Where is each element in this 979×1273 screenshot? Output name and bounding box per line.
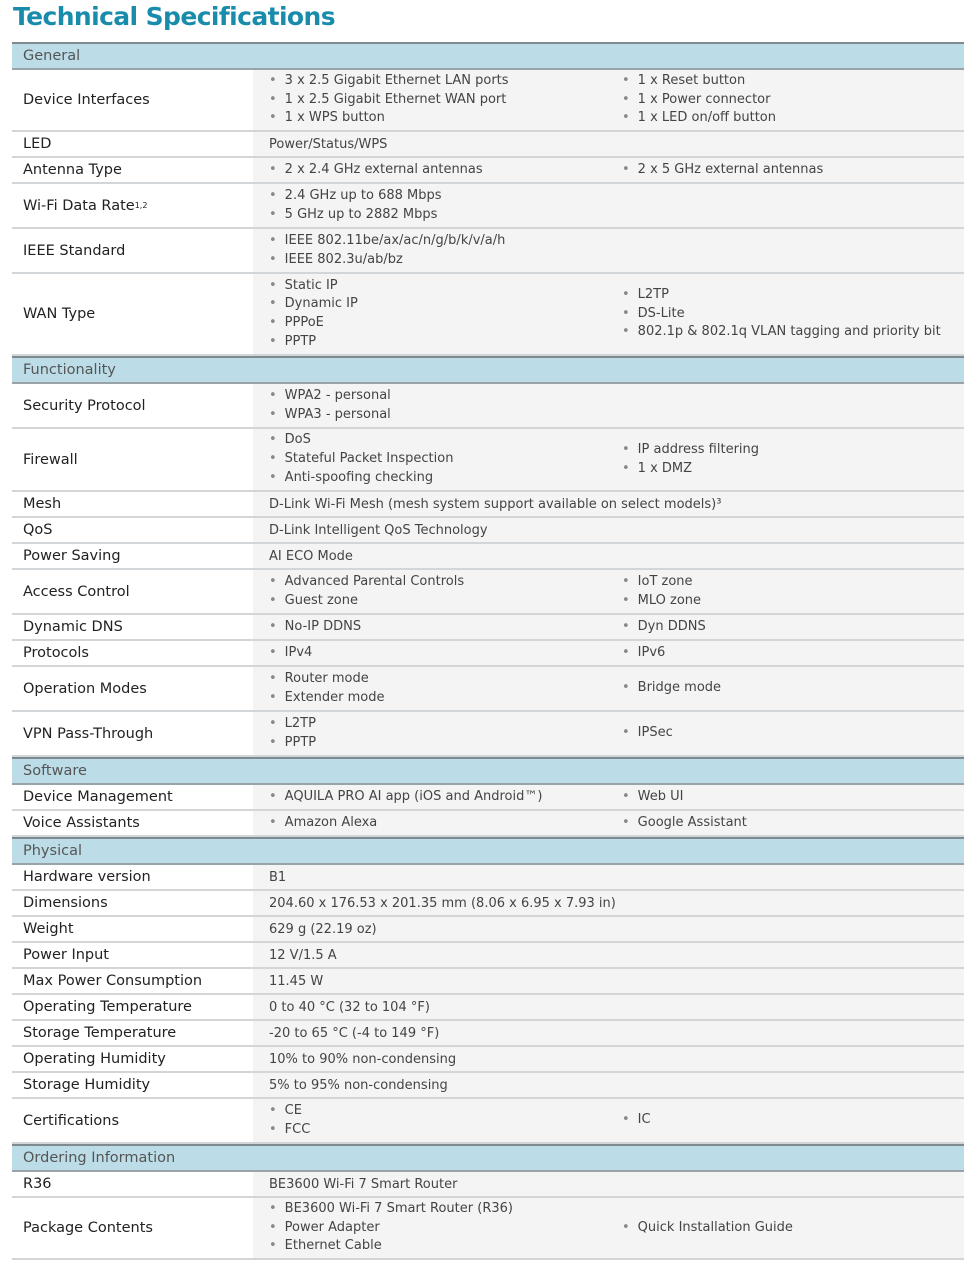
spec-label-text: Device Interfaces [23, 92, 150, 108]
spec-value-column [606, 811, 964, 835]
spec-list-item: • DoS [269, 431, 606, 450]
spec-label [12, 384, 253, 427]
spec-value-column [253, 570, 606, 613]
spec-value-text: B1 [269, 869, 287, 885]
spec-label [12, 995, 253, 1019]
section-header [12, 42, 964, 70]
spec-value-column [606, 429, 964, 490]
spec-label [12, 70, 253, 130]
spec-list-item: • 1 x Reset button [622, 72, 964, 91]
spec-label [12, 132, 253, 156]
spec-label-text: LED [23, 136, 52, 152]
spec-list-item: • 1 x 2.5 Gigabit Ethernet WAN port [269, 91, 606, 110]
spec-label [12, 811, 253, 835]
spec-value [253, 132, 964, 156]
spec-row [12, 943, 964, 969]
page-title: Technical Specifications [13, 2, 335, 31]
spec-value [253, 274, 964, 354]
spec-label-text: Storage Temperature [23, 1025, 177, 1041]
spec-list-item: • PPTP [269, 333, 606, 352]
section-title: Physical [23, 843, 82, 859]
spec-value [253, 811, 964, 835]
spec-row [12, 995, 964, 1021]
spec-label-text: Hardware version [23, 869, 151, 885]
spec-row [12, 70, 964, 132]
spec-value [253, 184, 964, 227]
spec-value [253, 995, 964, 1019]
spec-row [12, 158, 964, 184]
spec-list-item: • L2TP [622, 286, 964, 305]
spec-list-item: • Quick Installation Guide [622, 1219, 964, 1238]
spec-list-item: • 3 x 2.5 Gigabit Ethernet LAN ports [269, 72, 606, 91]
spec-value [253, 384, 964, 427]
spec-row [12, 865, 964, 891]
spec-value-column [606, 1198, 964, 1258]
spec-value-column [606, 785, 964, 809]
spec-value-column [606, 667, 964, 710]
spec-label [12, 518, 253, 542]
spec-label-text: Package Contents [23, 1220, 153, 1236]
spec-value-column [253, 641, 606, 665]
section-title: Functionality [23, 362, 116, 378]
spec-row [12, 891, 964, 917]
spec-list-item: • 1 x LED on/off button [622, 109, 964, 128]
spec-list-item: • FCC [269, 1121, 606, 1140]
spec-value-text: BE3600 Wi-Fi 7 Smart Router [269, 1176, 458, 1192]
spec-row [12, 544, 964, 570]
spec-label-text: IEEE Standard [23, 242, 126, 259]
spec-label-text: Operating Temperature [23, 999, 192, 1015]
spec-label [12, 492, 253, 516]
spec-list-item: • 5 GHz up to 2882 Mbps [269, 206, 606, 225]
spec-label-text: WAN Type [23, 306, 96, 322]
spec-label [12, 158, 253, 182]
spec-value [253, 667, 964, 710]
spec-label-text: Power Input [23, 947, 109, 963]
spec-list-item: • Dyn DDNS [622, 618, 964, 637]
section-header [12, 356, 964, 384]
spec-label [12, 1073, 253, 1097]
spec-row [12, 1021, 964, 1047]
spec-label-text: Weight [23, 921, 74, 937]
spec-value-column [253, 1198, 606, 1258]
spec-label [12, 1172, 253, 1196]
spec-value [253, 518, 964, 542]
section-header [12, 1144, 964, 1172]
spec-label [12, 943, 253, 967]
spec-value [253, 229, 964, 272]
spec-label-text: Firewall [23, 451, 78, 468]
spec-value-text: 10% to 90% non-condensing [269, 1051, 457, 1067]
spec-value-column [606, 229, 964, 272]
spec-value [253, 70, 964, 130]
spec-label [12, 429, 253, 490]
spec-label [12, 865, 253, 889]
spec-label-text: Max Power Consumption [23, 973, 203, 989]
section-title: General [23, 48, 81, 64]
spec-list-item: • IP address filtering [622, 441, 964, 460]
spec-value-column [606, 158, 964, 182]
spec-list-item: • WPA2 - personal [269, 387, 606, 406]
spec-value-column [253, 158, 606, 182]
spec-label [12, 891, 253, 915]
spec-label: Wi-Fi Data Rate 1,2 [12, 184, 253, 227]
spec-row [12, 384, 964, 429]
spec-row [12, 184, 964, 229]
section-title: Software [23, 763, 87, 779]
spec-row [12, 492, 964, 518]
spec-value-column [253, 785, 606, 809]
spec-value-text: AI ECO Mode [269, 548, 353, 564]
spec-value [253, 492, 964, 516]
spec-value [253, 570, 964, 613]
spec-list-item: • 1 x DMZ [622, 460, 964, 479]
spec-value-column [606, 712, 964, 755]
spec-list-item: • Router mode [269, 670, 606, 689]
spec-value-text: 5% to 95% non-condensing [269, 1077, 448, 1093]
spec-list-item: • Ethernet Cable [269, 1237, 606, 1256]
spec-label-text: Protocols [23, 645, 89, 661]
spec-value-text: 204.60 x 176.53 x 201.35 mm (8.06 x 6.95 x 7.93 in) [269, 895, 616, 911]
spec-label-text: Wi-Fi Data Rate [23, 197, 135, 214]
spec-label-text: Operating Humidity [23, 1051, 166, 1067]
spec-row [12, 1172, 964, 1198]
spec-value-column [253, 70, 606, 130]
spec-list-item: • 2 x 5 GHz external antennas [622, 161, 964, 180]
spec-list-item: • 1 x Power connector [622, 91, 964, 110]
spec-label [12, 1099, 253, 1142]
spec-value [253, 969, 964, 993]
spec-list-item: • Extender mode [269, 689, 606, 708]
spec-list-item: • IPv6 [622, 644, 964, 663]
spec-list-item: • PPPoE [269, 314, 606, 333]
spec-list-item: • Bridge mode [622, 679, 964, 698]
spec-label-text: QoS [23, 522, 53, 538]
spec-value-column [253, 274, 606, 354]
spec-list-item: • Static IP [269, 277, 606, 296]
spec-value-text: 12 V/1.5 A [269, 947, 337, 963]
spec-label [12, 917, 253, 941]
spec-label [12, 1021, 253, 1045]
spec-label-text: R36 [23, 1176, 52, 1192]
spec-list-item: • Advanced Parental Controls [269, 573, 606, 592]
spec-list-item: • Guest zone [269, 592, 606, 611]
spec-label-text: Voice Assistants [23, 815, 140, 831]
spec-label-text: Device Management [23, 789, 173, 805]
spec-value-column [253, 229, 606, 272]
spec-row [12, 1047, 964, 1073]
spec-list-item: • IEEE 802.3u/ab/bz [269, 251, 606, 270]
spec-row [12, 429, 964, 492]
spec-value [253, 1099, 964, 1142]
spec-value-column [253, 712, 606, 755]
spec-value-column [606, 184, 964, 227]
spec-value-column [253, 615, 606, 639]
spec-value-column [253, 429, 606, 490]
section-title: Ordering Information [23, 1150, 176, 1166]
spec-label-text: Antenna Type [23, 162, 122, 178]
spec-row [12, 667, 964, 712]
spec-list-item: • PPTP [269, 734, 606, 753]
spec-label-text: Access Control [23, 583, 130, 600]
spec-value-text: 629 g (22.19 oz) [269, 921, 377, 937]
spec-row [12, 712, 964, 757]
spec-label-text: Dimensions [23, 895, 108, 911]
spec-list-item: • No-IP DDNS [269, 618, 606, 637]
spec-row [12, 518, 964, 544]
spec-row [12, 811, 964, 837]
spec-table [12, 42, 964, 1260]
spec-list-item: • Stateful Packet Inspection [269, 450, 606, 469]
spec-list-item: • AQUILA PRO AI app (iOS and Android™) [269, 788, 606, 807]
spec-value [253, 1047, 964, 1071]
spec-label [12, 229, 253, 272]
spec-row [12, 570, 964, 615]
spec-value [253, 615, 964, 639]
spec-value-column [253, 811, 606, 835]
spec-list-item: • 1 x WPS button [269, 109, 606, 128]
spec-value [253, 429, 964, 490]
spec-row [12, 641, 964, 667]
spec-list-item: • IPSec [622, 724, 964, 743]
spec-value [253, 1073, 964, 1097]
spec-value-column [606, 641, 964, 665]
spec-value [253, 943, 964, 967]
spec-value-text: -20 to 65 °C (-4 to 149 °F) [269, 1025, 440, 1041]
spec-value-column [606, 70, 964, 130]
spec-list-item: • IC [622, 1111, 964, 1130]
spec-value [253, 712, 964, 755]
section-header [12, 837, 964, 865]
spec-list-item: • DS-Lite [622, 305, 964, 324]
spec-list-item: • 2 x 2.4 GHz external antennas [269, 161, 606, 180]
spec-row [12, 229, 964, 274]
spec-value-text: D-Link Intelligent QoS Technology [269, 522, 488, 538]
spec-row [12, 1073, 964, 1099]
spec-row [12, 785, 964, 811]
spec-label [12, 544, 253, 568]
spec-value-column [606, 1099, 964, 1142]
spec-label [12, 785, 253, 809]
section-header [12, 757, 964, 785]
spec-value-column [253, 184, 606, 227]
spec-list-item: • IPv4 [269, 644, 606, 663]
spec-list-item: • 2.4 GHz up to 688 Mbps [269, 187, 606, 206]
spec-label-text: Security Protocol [23, 397, 146, 414]
spec-value [253, 1172, 964, 1196]
spec-row [12, 615, 964, 641]
spec-list-item: • 802.1p & 802.1q VLAN tagging and priority bit [622, 323, 964, 342]
spec-row [12, 274, 964, 356]
spec-value [253, 917, 964, 941]
spec-list-item: • Amazon Alexa [269, 814, 606, 833]
spec-value-column [606, 274, 964, 354]
spec-label [12, 641, 253, 665]
spec-label [12, 274, 253, 354]
spec-list-item: • Anti-spoofing checking [269, 469, 606, 488]
spec-label-text: Certifications [23, 1112, 120, 1129]
spec-list-item: • Web UI [622, 788, 964, 807]
spec-label [12, 969, 253, 993]
spec-label [12, 1047, 253, 1071]
spec-label-text: Mesh [23, 496, 62, 512]
spec-list-item: • MLO zone [622, 592, 964, 611]
spec-value-column [253, 667, 606, 710]
spec-value-column [606, 384, 964, 427]
spec-label-text: Power Saving [23, 548, 121, 564]
spec-list-item: • BE3600 Wi-Fi 7 Smart Router (R36) [269, 1200, 606, 1219]
spec-list-item: • L2TP [269, 715, 606, 734]
spec-row [12, 1099, 964, 1144]
spec-value [253, 641, 964, 665]
spec-label-text: Storage Humidity [23, 1077, 151, 1093]
spec-value-text: Power/Status/WPS [269, 136, 388, 152]
spec-label [12, 712, 253, 755]
spec-value-text: 11.45 W [269, 973, 324, 989]
spec-label [12, 570, 253, 613]
spec-row [12, 917, 964, 943]
spec-value [253, 865, 964, 889]
spec-value [253, 158, 964, 182]
spec-row [12, 969, 964, 995]
spec-list-item: • IEEE 802.11be/ax/ac/n/g/b/k/v/a/h [269, 232, 606, 251]
spec-value [253, 785, 964, 809]
spec-label [12, 1198, 253, 1258]
spec-list-item: • WPA3 - personal [269, 406, 606, 425]
spec-list-item: • CE [269, 1102, 606, 1121]
spec-value [253, 1021, 964, 1045]
spec-row [12, 1198, 964, 1260]
spec-list-item: • Google Assistant [622, 814, 964, 833]
spec-value-column [253, 384, 606, 427]
spec-value-text: 0 to 40 °C (32 to 104 °F) [269, 999, 430, 1015]
spec-label [12, 667, 253, 710]
spec-list-item: • IoT zone [622, 573, 964, 592]
spec-list-item: • Dynamic IP [269, 295, 606, 314]
spec-label [12, 615, 253, 639]
spec-value-column [606, 615, 964, 639]
spec-list-item: • Power Adapter [269, 1219, 606, 1238]
spec-value [253, 1198, 964, 1258]
spec-value-column [606, 570, 964, 613]
spec-value [253, 544, 964, 568]
spec-label-text: Dynamic DNS [23, 619, 123, 635]
spec-label-text: VPN Pass-Through [23, 725, 154, 742]
spec-value-column [253, 1099, 606, 1142]
spec-row [12, 132, 964, 158]
spec-value-text: D-Link Wi-Fi Mesh (mesh system support available on select models)³ [269, 496, 722, 512]
spec-value [253, 891, 964, 915]
spec-label-text: Operation Modes [23, 680, 147, 697]
